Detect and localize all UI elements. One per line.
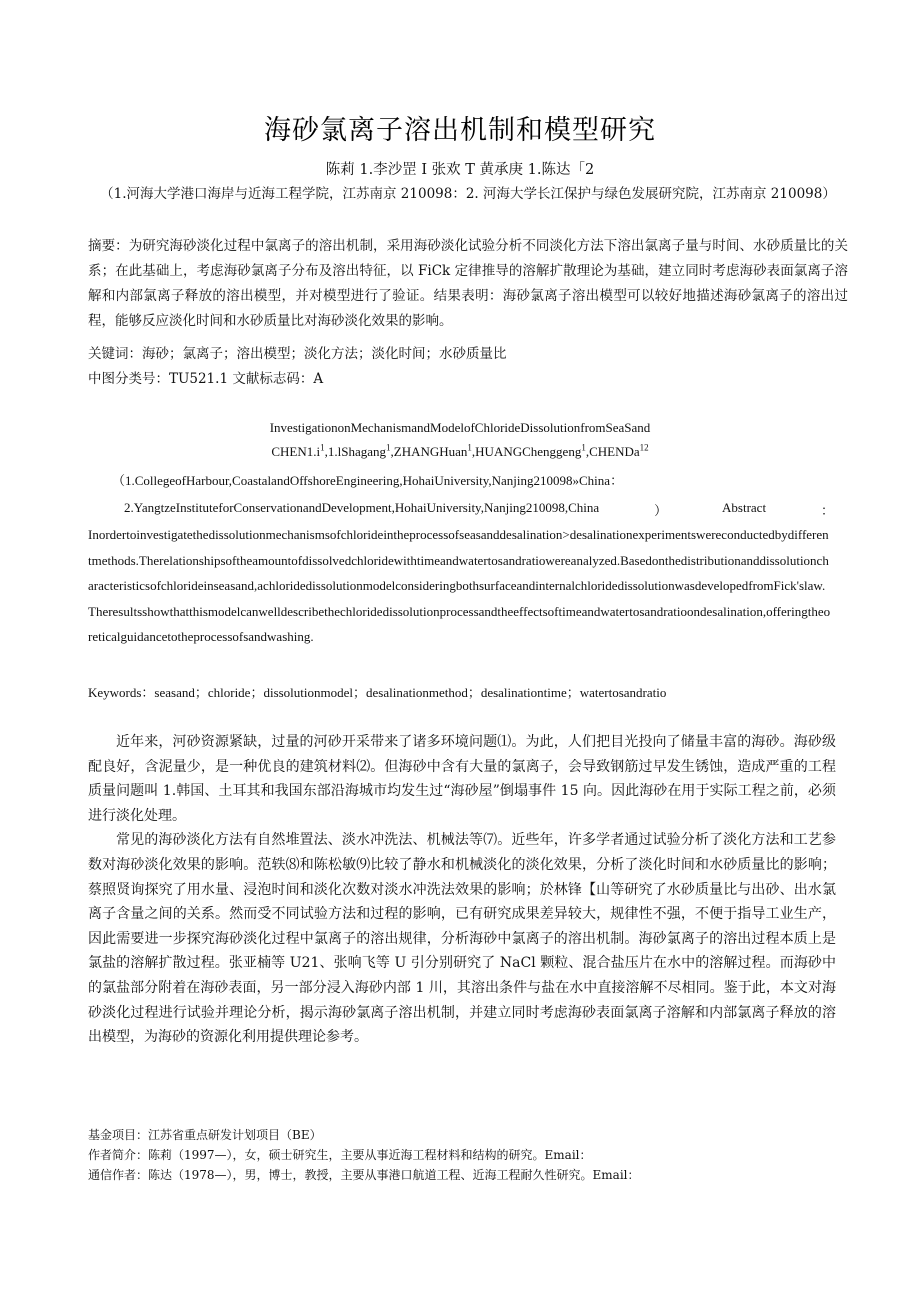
body-paragraph-2: 常见的海砂淡化方法有自然堆置法、淡水冲洗法、机械法等⑺。近些年，许多学者通过试验分析了淡化方法和工艺参数对海砂淡化效果的影响。范轶⑻和陈松敏⑼比较了静水和机械淡化的淡化效果，分析了淡化时间和水砂质量比的影响；蔡照贤询探究了用水量、浸泡时间和淡化次数对淡水冲洗法效果的影响；於林锋【山等研究了水砂质量比与出砂、出水氯离子含量之间的关系。然而受不同试验方法和过程的影响，已有研究成果差异较大，规律性不强，不便于指导工业生产，因此需要进一步探究海砂淡化过程中氯离子的溶出规律，分析海砂中氯离子的溶出机制。海砂氯离子的溶出过程本质上是氯盐的溶解扩散过程。张亚楠等 U21、张响飞等 U 引分别研究了 NaCl 颗粒、混合盐压片在水中的溶解过程。而海砂中的氯盐部分附着在海砂表面，另一部分浸入海砂内部 1 川，其溶出条件与盐在水中直接溶解不尽相同。鉴于此，本文对海砂淡化过程进行试验并理论分析，揭示海砂氯离子溶出机制，并建立同时考虑海砂表面氯离子溶解和内部氯离子释放的溶出模型，为海砂的资源化利用提供理论参考。 [88, 832, 836, 1046]
chinese-keywords: 关键词：海砂；氯离子；溶出模型；淡化方法；淡化时间；水砂质量比 [88, 346, 507, 362]
affil-mark: 12 [639, 442, 649, 453]
chinese-authors: 陈莉 1.李沙罡 I 张欢 T 黄承庚 1.陈达「2 [325, 162, 595, 178]
classification-code: 中图分类号：TU521.1 文献标志码：A [88, 371, 324, 387]
affil-mark: 1 [581, 442, 586, 453]
footnote-author: 作者简介：陈莉（1997—），女，硕士研究生，主要从事近海工程材料和结构的研究。Email： [88, 1148, 592, 1162]
body-paragraph-1: 近年来，河砂资源紧缺，过量的河砂开采带来了诸多环境问题⑴。为此，人们把目光投向了储量丰富的海砂。海砂级配良好，含泥量少，是一种优良的建筑材料⑵。但海砂中含有大量的氯离子，会导致钢筋过早发生锈蚀，造成严重的工程质量问题叫 1.韩国、土耳其和我国东部沿海城市均发生过“海砂屋”倒塌事件 15 向。因此海砂在用于实际工程之前，必须进行淡化处理。 [88, 734, 836, 824]
affiliation-close-paren: ） [654, 503, 668, 518]
chinese-affiliations: （1.河海大学港口海岸与近海工程学院，江苏南京 210098：2. 河海大学长江保护与绿色发展研究院，江苏南京 210098） [100, 186, 836, 202]
english-abstract-colon: ： [820, 503, 834, 518]
chinese-abstract: 摘要：为研究海砂淡化过程中氯离子的溶出机制，采用海砂淡化试验分析不同淡化方法下溶出氯离子量与时间、水砂质量比的关系；在此基础上，考虑海砂氯离子分布及溶出特征，以 FiCk 定律推导的溶解扩散理论为基础，建立同时考虑海砂表面氯离子溶解和内部氯离子释放的溶出模型，并对模型进行了验证。结果表明：海砂氯离子溶出模型可以较好地描述海砂氯离子的溶出过程，能够反应淡化时间和水砂质量比对海砂淡化效果的影响。 [88, 238, 848, 329]
author-chen-li: CHEN1.i [271, 444, 321, 459]
author-chen-da: ,CHENDa [585, 444, 640, 459]
english-affiliation-2: 2.YangtzeInstituteforConservationandDevelopment,HohaiUniversity,Nanjing210098,China [124, 500, 600, 515]
footnote-corresponding: 通信作者：陈达（1978—），男，博士，教授，主要从事港口航道工程、近海工程耐久性研究。Email： [88, 1168, 640, 1182]
english-keywords: Keywords：seasand；chloride；dissolutionmodel；desalinationmethod；desalinationtime；watertosandratio [88, 685, 667, 700]
author-zhang-huan: ,ZHANGHuan [390, 444, 468, 459]
body-text [88, 730, 836, 1050]
paper-title: 海砂氯离子溶出机制和模型研究 [264, 115, 656, 146]
english-authors [0, 444, 920, 460]
author-li-shagang: ,1.lShagang [324, 444, 387, 459]
english-affiliation-2-line [124, 500, 834, 519]
affil-mark: 1 [386, 442, 391, 453]
footnote-fund: 基金项目：江苏省重点研发计划项目（BE） [88, 1128, 322, 1142]
affil-mark: 1 [320, 442, 325, 453]
english-title: InvestigationonMechanismandModelofChlorideDissolutionfromSeaSand [269, 420, 651, 435]
footnotes [88, 1125, 848, 1185]
english-abstract-label: Abstract [722, 500, 767, 515]
affil-mark: 1 [467, 442, 472, 453]
english-affiliation-1: （1.CollegeofHarbour,CoastalandOffshoreEngineering,HohaiUniversity,Nanjing210098»China： [112, 473, 624, 488]
english-abstract: Inordertoinvestigatethedissolutionmechanismsofchlorideintheprocessofseasanddesalination>desalinationexperimentswereconductedbydifferentmethods.Therelationshipsoftheamountofdissolvedchloridewithtimeandwatertosandratiowereanalyzed.Basedonthedistributionanddissolutioncharacteristicsofchlorideinseasand,achloridedissolutionmodelconsideringbothsurfaceandinternalchloridedissolutionwasdevelopedfromFick'slaw.Theresultsshowthatthismodelcanwelldescribethechloridedissolutionprocessandtheeffectsoftimeandwatertosandratioondesalination,offeringtheoreticalguidancetotheprocessofsandwashing. [88, 527, 831, 644]
author-huang-chenggeng: ,HUANGChenggeng [471, 444, 582, 459]
